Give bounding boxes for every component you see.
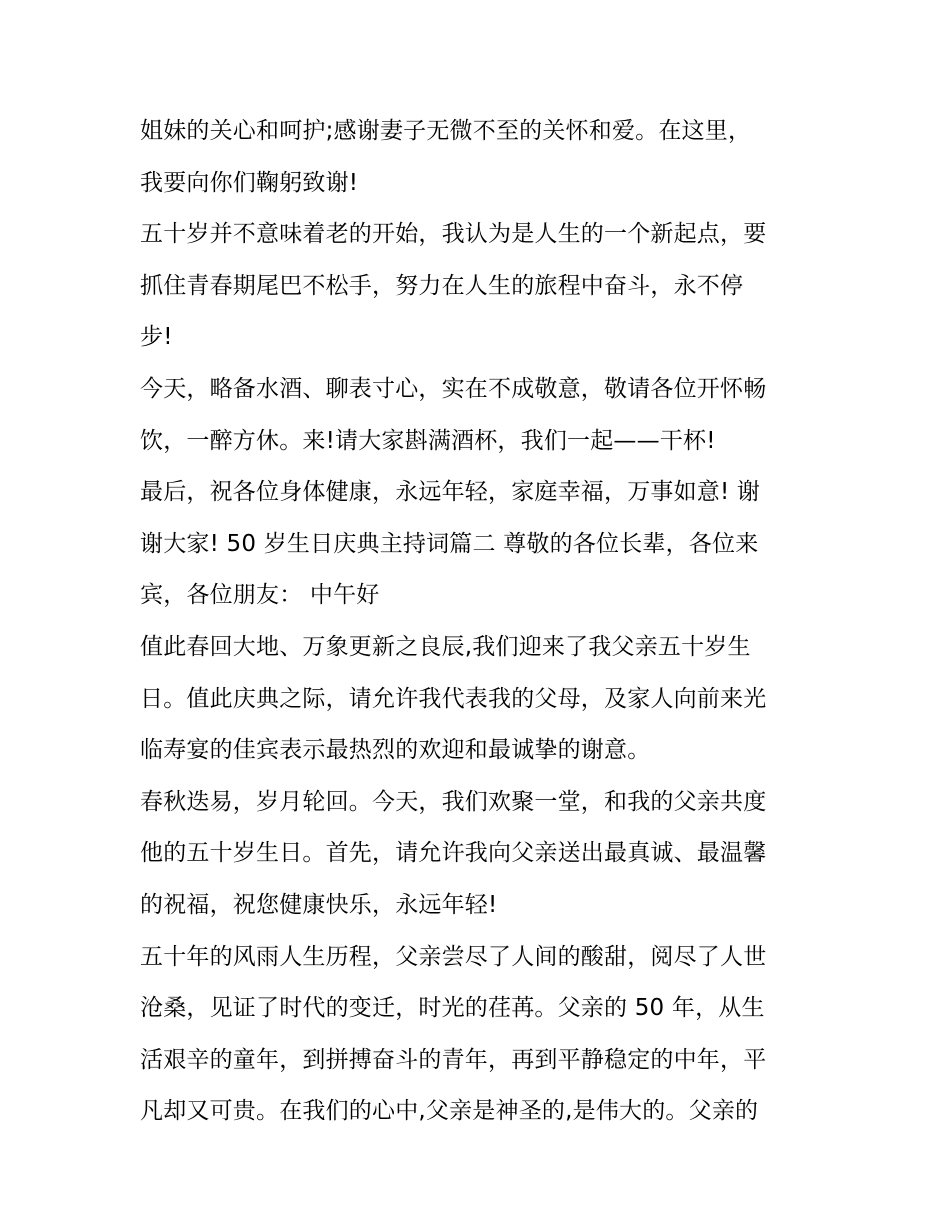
text-line: 姐妹的关心和呵护;感谢妻子无微不至的关怀和爱。在这里，: [140, 118, 752, 144]
text-line: 抓住青春期尾巴不松手，努力在人生的旅程中奋斗，永不停: [140, 272, 744, 299]
text-line: 谢大家! 50 岁生日庆典主持词篇二 尊敬的各位长辈，各位来: [140, 530, 759, 557]
text-line: 今天，略备水酒、聊表寸心，实在不成敬意，敬请各位开怀畅: [140, 375, 767, 402]
text-line: 日。值此庆典之际，请允许我代表我的父母，及家人向前来光: [140, 685, 767, 712]
text-line: 活艰辛的童年，到拼搏奋斗的青年，再到平静稳定的中年，平: [140, 1046, 767, 1073]
text-line: 我要向你们鞠躬致谢!: [140, 169, 359, 196]
text-line: 宾，各位朋友： 中午好: [140, 582, 380, 609]
text-line: 值此春回大地、万象更新之良辰,我们迎来了我父亲五十岁生: [140, 633, 751, 660]
text-line: 临寿宴的佳宾表示最热烈的欢迎和最诚挚的谢意。: [140, 737, 651, 764]
text-line: 步!: [140, 324, 173, 351]
text-line: 春秋迭易，岁月轮回。今天，我们欢聚一堂，和我的父亲共度: [140, 788, 767, 815]
text-line: 饮，一醉方休。来!请大家斟满酒杯，我们一起——干杯!: [140, 427, 716, 454]
text-line: 五十岁并不意味着老的开始，我认为是人生的一个新起点，要: [140, 221, 767, 248]
text-line: 最后，祝各位身体健康，永远年轻，家庭幸福，万事如意! 谢: [140, 479, 761, 506]
text-line: 的祝福，祝您健康快乐，永远年轻!: [140, 891, 498, 918]
text-line: 五十年的风雨人生历程，父亲尝尽了人间的酸甜，阅尽了人世: [140, 943, 767, 970]
text-line: 他的五十岁生日。首先，请允许我向父亲送出最真诚、最温馨: [140, 840, 767, 867]
document-body: [140, 106, 820, 1138]
text-line: 沧桑，见证了时代的变迁，时光的荏苒。父亲的 50 年，从生: [140, 995, 765, 1022]
text-line: 凡却又可贵。在我们的心中,父亲是神圣的,是伟大的。父亲的: [140, 1098, 759, 1125]
